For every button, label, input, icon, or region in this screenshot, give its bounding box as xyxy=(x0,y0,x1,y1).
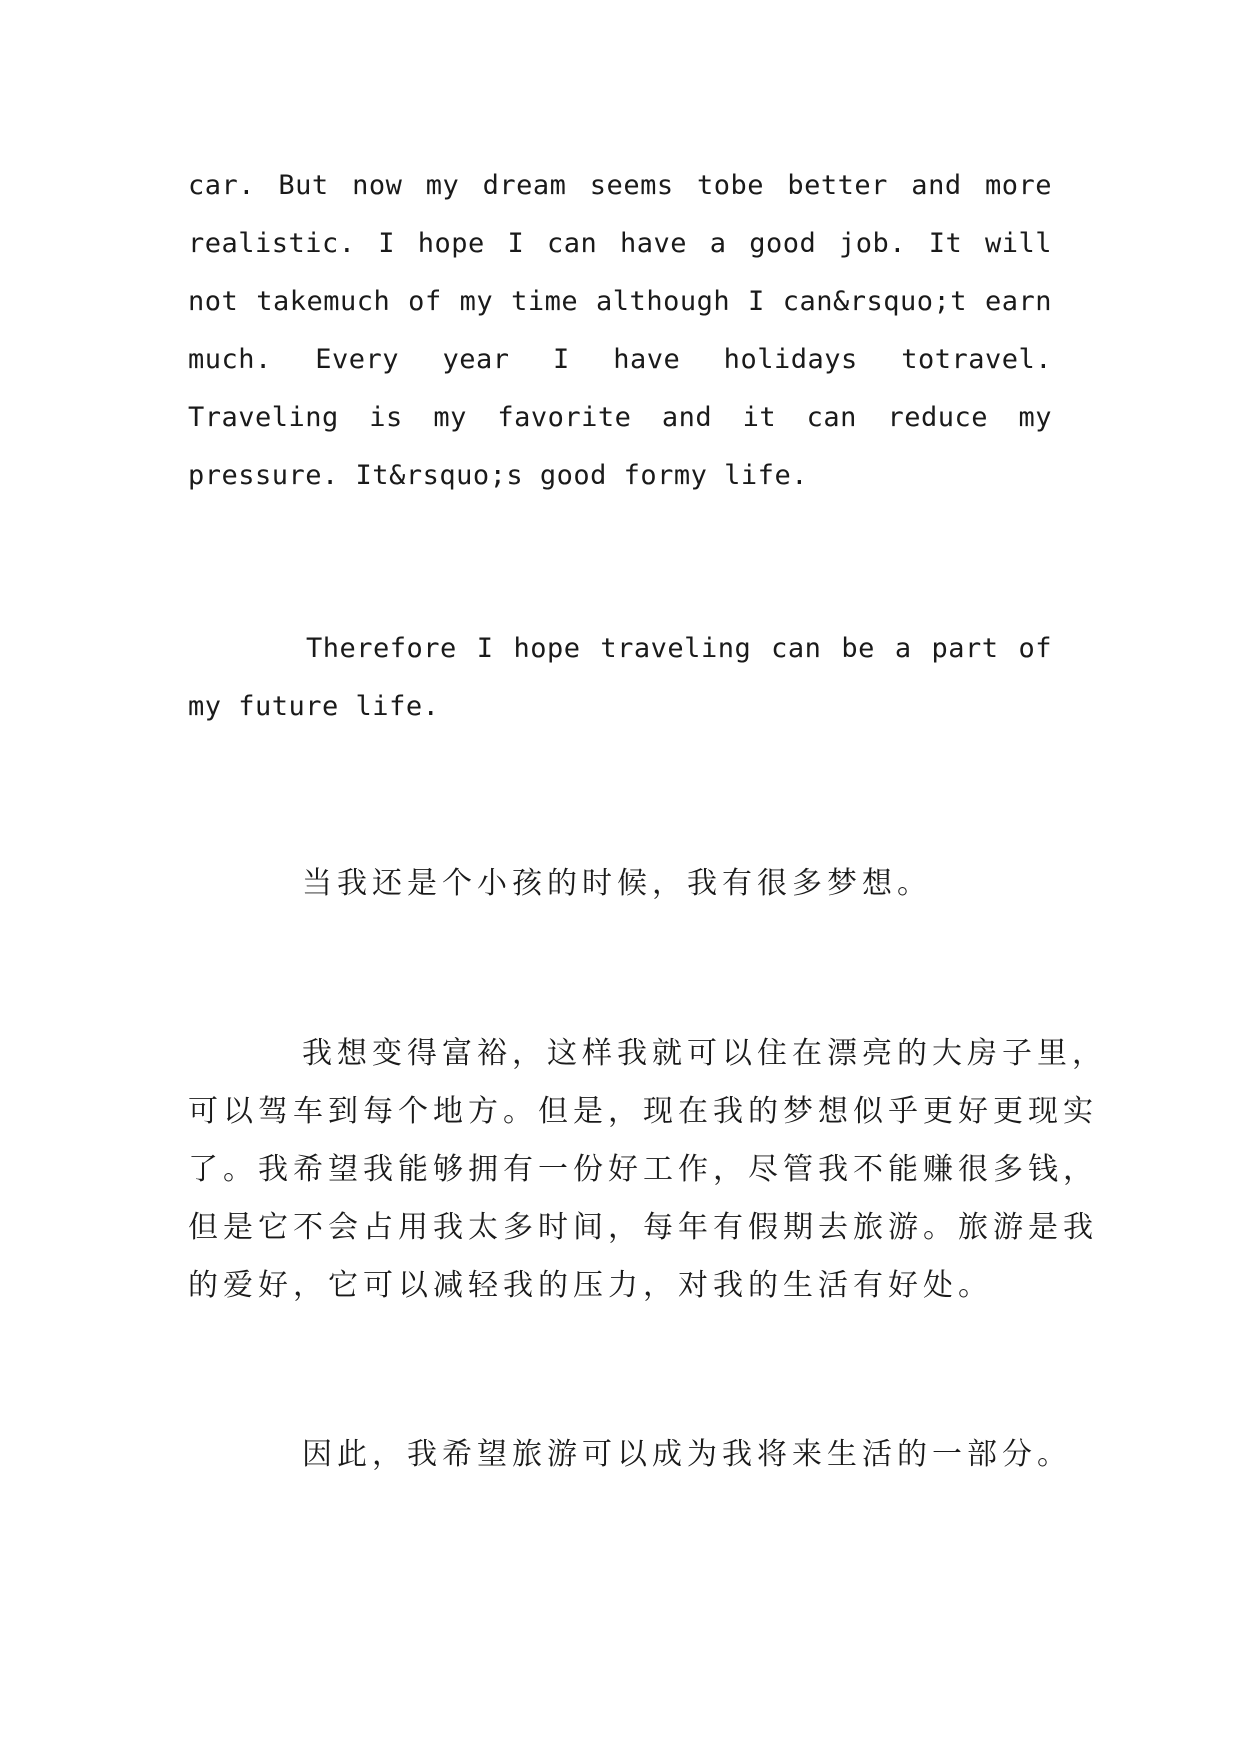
text-line: 但是它不会占用我太多时间，每年有假期去旅游。旅游是我 xyxy=(188,1210,1098,1245)
text-line: car. But now my dream seems tobe better and more xyxy=(188,170,1052,201)
paragraph-chinese-intro xyxy=(188,855,1052,913)
text-line: realistic. I hope I can have a good job. It will xyxy=(188,228,1052,259)
text-line: my future life. xyxy=(188,691,440,722)
paragraph-english-dream xyxy=(188,157,1052,505)
paragraph-chinese-conclusion xyxy=(188,1426,1072,1484)
paragraph-english-conclusion xyxy=(188,620,1052,736)
text-line: Therefore I hope traveling can be a part of xyxy=(306,633,1052,664)
text-line: 当我还是个小孩的时候，我有很多梦想。 xyxy=(302,866,932,901)
text-line: Traveling is my favorite and it can reduce my xyxy=(188,402,1052,433)
paragraph-chinese-dream xyxy=(188,1025,1107,1315)
text-line: 我想变得富裕，这样我就可以住在漂亮的大房子里， xyxy=(302,1036,1107,1071)
text-line: 因此，我希望旅游可以成为我将来生活的一部分。 xyxy=(302,1437,1072,1472)
text-line: much. Every year I have holidays totravel. xyxy=(188,344,1052,375)
text-line: 的爱好，它可以减轻我的压力，对我的生活有好处。 xyxy=(188,1268,993,1303)
text-line: 可以驾车到每个地方。但是，现在我的梦想似乎更好更现实 xyxy=(188,1094,1098,1129)
text-line: not takemuch of my time although I can&rsquo;t earn xyxy=(188,286,1052,317)
text-line: 了。我希望我能够拥有一份好工作，尽管我不能赚很多钱， xyxy=(188,1152,1098,1187)
text-line: pressure. It&rsquo;s good formy life. xyxy=(188,460,808,491)
